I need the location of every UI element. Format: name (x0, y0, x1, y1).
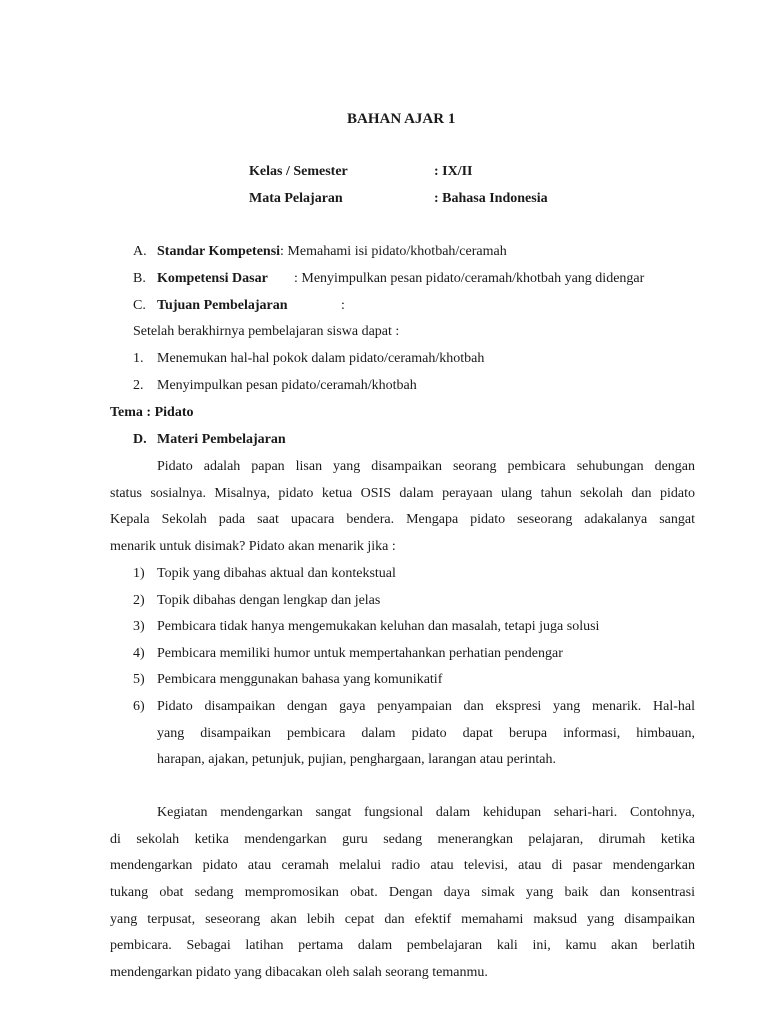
criteria-text: Pidato disampaikan dengan gaya penyampaian dan ekspresi yang menarik. Hal-hal (157, 699, 695, 714)
section-b-value: : Menyimpulkan pesan pidato/ceramah/khotbah yang didengar (294, 271, 645, 286)
section-a (157, 244, 507, 260)
paragraph-line: mendengarkan pidato atau ceramah melalui radio atau televisi, atau di pasar mendengarkan (110, 858, 695, 873)
criteria-number: 5) (133, 672, 145, 687)
criteria-text: Topik yang dibahas aktual dan kontekstual (157, 566, 396, 581)
section-b-label: Kompetensi Dasar (157, 271, 268, 286)
criteria-text: Pembicara memiliki humor untuk mempertahankan perhatian pendengar (157, 646, 563, 661)
document-title: BAHAN AJAR 1 (347, 111, 456, 127)
section-c-marker: C. (133, 298, 146, 313)
kelas-label: Kelas / Semester (249, 164, 348, 179)
tema-heading: Tema : Pidato (110, 405, 194, 420)
criteria-number: 3) (133, 619, 145, 634)
section-b-marker: B. (133, 271, 146, 286)
paragraph-line: tukang obat sedang mempromosikan obat. Dengan daya simak yang baik dan konsentrasi (110, 885, 695, 900)
paragraph-line: pembicara. Sebagai latihan pertama dalam pembelajaran kali ini, kamu akan berlatih (110, 938, 695, 953)
kelas-value: : IX/II (434, 164, 473, 179)
section-a-label: Standar Kompetensi (157, 244, 281, 259)
paragraph-line: Pidato adalah papan lisan yang disampaikan seorang pembicara sehubungan dengan (157, 459, 695, 474)
section-d-label: Materi Pembelajaran (157, 432, 286, 447)
section-d-marker: D. (133, 432, 147, 447)
criteria-text: Pembicara menggunakan bahasa yang komunikatif (157, 672, 443, 687)
mapel-value: : Bahasa Indonesia (434, 191, 548, 206)
mapel-label: Mata Pelajaran (249, 191, 343, 206)
criteria-text: harapan, ajakan, petunjuk, pujian, penghargaan, larangan atau perintah. (157, 752, 556, 767)
goal-text: Menyimpulkan pesan pidato/ceramah/khotbah (157, 378, 417, 393)
paragraph-line: di sekolah ketika mendengarkan guru sedang menerangkan pelajaran, dirumah ketika (110, 832, 695, 847)
paragraph-line: mendengarkan pidato yang dibacakan oleh salah seorang temanmu. (110, 965, 488, 980)
paragraph-line: menarik untuk disimak? Pidato akan menarik jika : (110, 539, 396, 554)
paragraph-line: yang terpusat, seseorang akan lebih cepat dan efektif memahami maksud yang disampaikan (110, 912, 695, 927)
section-c-intro: Setelah berakhirnya pembelajaran siswa dapat : (133, 324, 400, 339)
criteria-number: 4) (133, 646, 145, 661)
criteria-number: 2) (133, 593, 145, 608)
criteria-text: Pembicara tidak hanya mengemukakan keluhan dan masalah, tetapi juga solusi (157, 619, 600, 634)
criteria-number: 1) (133, 566, 145, 581)
goal-number: 1. (133, 351, 144, 366)
criteria-number: 6) (133, 699, 145, 714)
paragraph-line: Kepala Sekolah pada saat upacara bendera. Mengapa pidato seseorang adakalanya sangat (110, 512, 695, 527)
paragraph-line: Kegiatan mendengarkan sangat fungsional dalam kehidupan sehari-hari. Contohnya, (157, 805, 695, 820)
paragraph-line: status sosialnya. Misalnya, pidato ketua OSIS dalam perayaan ulang tahun sekolah dan pidato (110, 486, 695, 501)
section-a-value: : Memahami isi pidato/khotbah/ceramah (280, 244, 507, 259)
section-c-colon: : (341, 298, 345, 313)
goal-text: Menemukan hal-hal pokok dalam pidato/ceramah/khotbah (157, 351, 485, 366)
goal-number: 2. (133, 378, 144, 393)
section-c-label: Tujuan Pembelajaran (157, 298, 288, 313)
criteria-text: yang disampaikan pembicara dalam pidato dapat berupa informasi, himbauan, (157, 726, 695, 741)
criteria-text: Topik dibahas dengan lengkap dan jelas (157, 593, 381, 608)
section-a-marker: A. (133, 244, 147, 259)
